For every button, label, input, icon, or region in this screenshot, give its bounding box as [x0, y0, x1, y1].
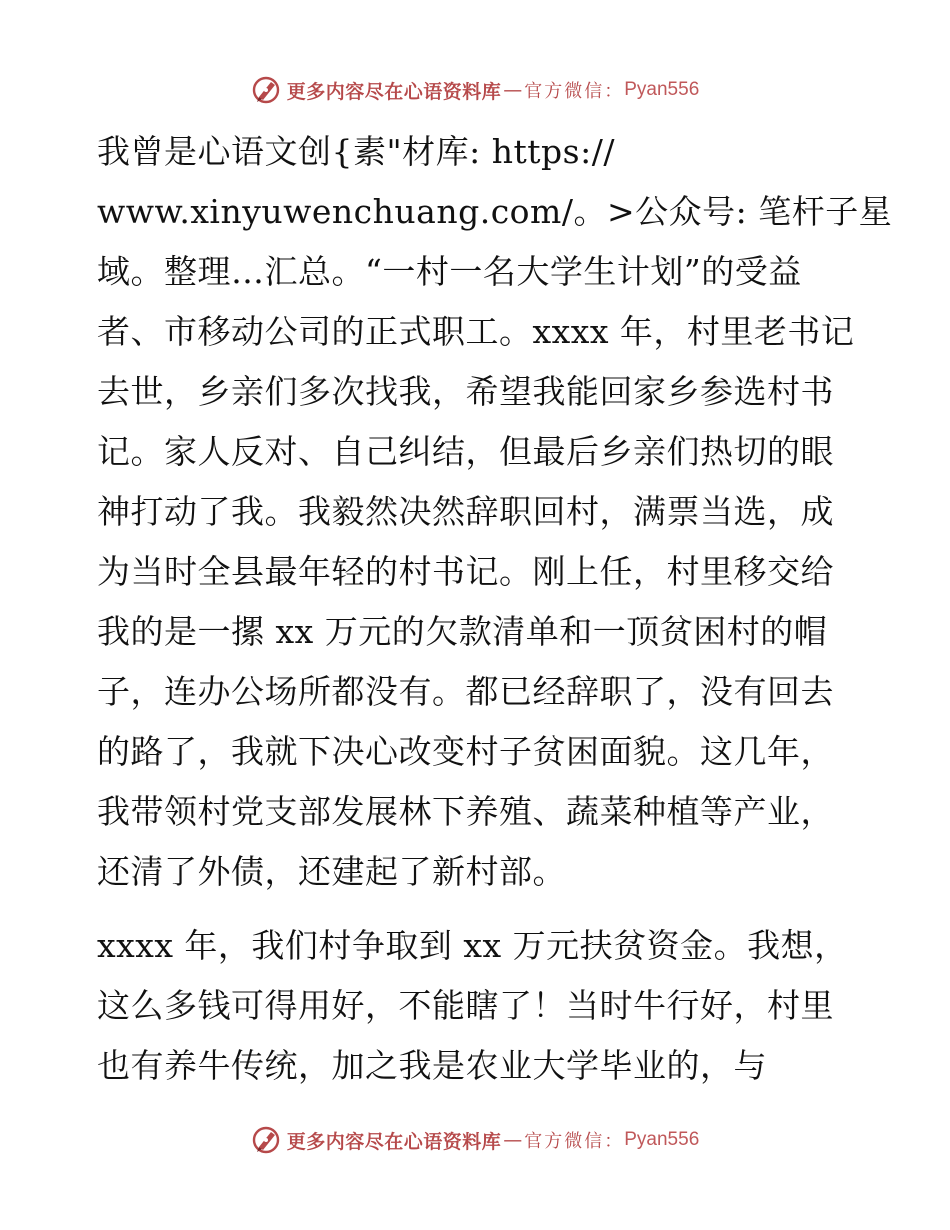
- footer-dash: —: [503, 1129, 523, 1151]
- paragraph-line: 我曾是心语文创{素"材库: https://: [97, 132, 615, 171]
- paragraph-line: 也有养牛传统，加之我是农业大学毕业的，与: [97, 1046, 767, 1085]
- paragraph-line: xxxx 年，我们村争取到 xx 万元扶贫资金。我想，: [97, 926, 848, 965]
- paragraph-line: 这么多钱可得用好，不能瞎了！当时牛行好，村里: [97, 986, 834, 1025]
- paragraph-line: 我带领村党支部发展林下养殖、蔬菜种植等产业，: [97, 792, 834, 831]
- paragraph-1: [97, 122, 893, 902]
- footer-wechat-id: Pyan556: [624, 1129, 700, 1150]
- header-brand-text: 更多内容尽在心语资料库: [286, 80, 502, 103]
- header-wechat-id: Pyan556: [624, 79, 700, 100]
- pen-logo-icon: [251, 1125, 281, 1155]
- header-banner: [0, 70, 950, 110]
- paragraph-line: 为当时全县最年轻的村书记。刚上任，村里移交给: [97, 552, 834, 591]
- paragraph-line: 域。整理…汇总。“一村一名大学生计划”的受益: [97, 252, 802, 291]
- paragraph-line: 神打动了我。我毅然决然辞职回村，满票当选，成: [97, 492, 834, 531]
- paragraph-line: 我的是一摞 xx 万元的欠款清单和一顶贫困村的帽: [97, 612, 828, 651]
- paragraph-line: 记。家人反对、自己纠结，但最后乡亲们热切的眼: [97, 432, 834, 471]
- paragraph-line: 子，连办公场所都没有。都已经辞职了，没有回去: [97, 672, 834, 711]
- pen-logo-icon: [251, 75, 281, 105]
- paragraph-line: 去世，乡亲们多次找我，希望我能回家乡参选村书: [97, 372, 834, 411]
- footer-brand-text: 更多内容尽在心语资料库: [286, 1130, 502, 1153]
- footer-banner: [0, 1120, 950, 1160]
- paragraph-line: 的路了，我就下决心改变村子贫困面貌。这几年，: [97, 732, 834, 771]
- document-body: [97, 122, 893, 1096]
- paragraph-2: [97, 916, 867, 1096]
- paragraph-line: www.xinyuwenchuang.com/。>公众号: 笔杆子星: [97, 192, 893, 231]
- header-dash: —: [503, 79, 523, 101]
- header-wechat-label: 官方微信：: [524, 81, 625, 102]
- footer-wechat-label: 官方微信：: [524, 1131, 625, 1152]
- paragraph-line: 者、市移动公司的正式职工。xxxx 年，村里老书记: [97, 312, 855, 351]
- paragraph-line: 还清了外债，还建起了新村部。: [97, 852, 566, 891]
